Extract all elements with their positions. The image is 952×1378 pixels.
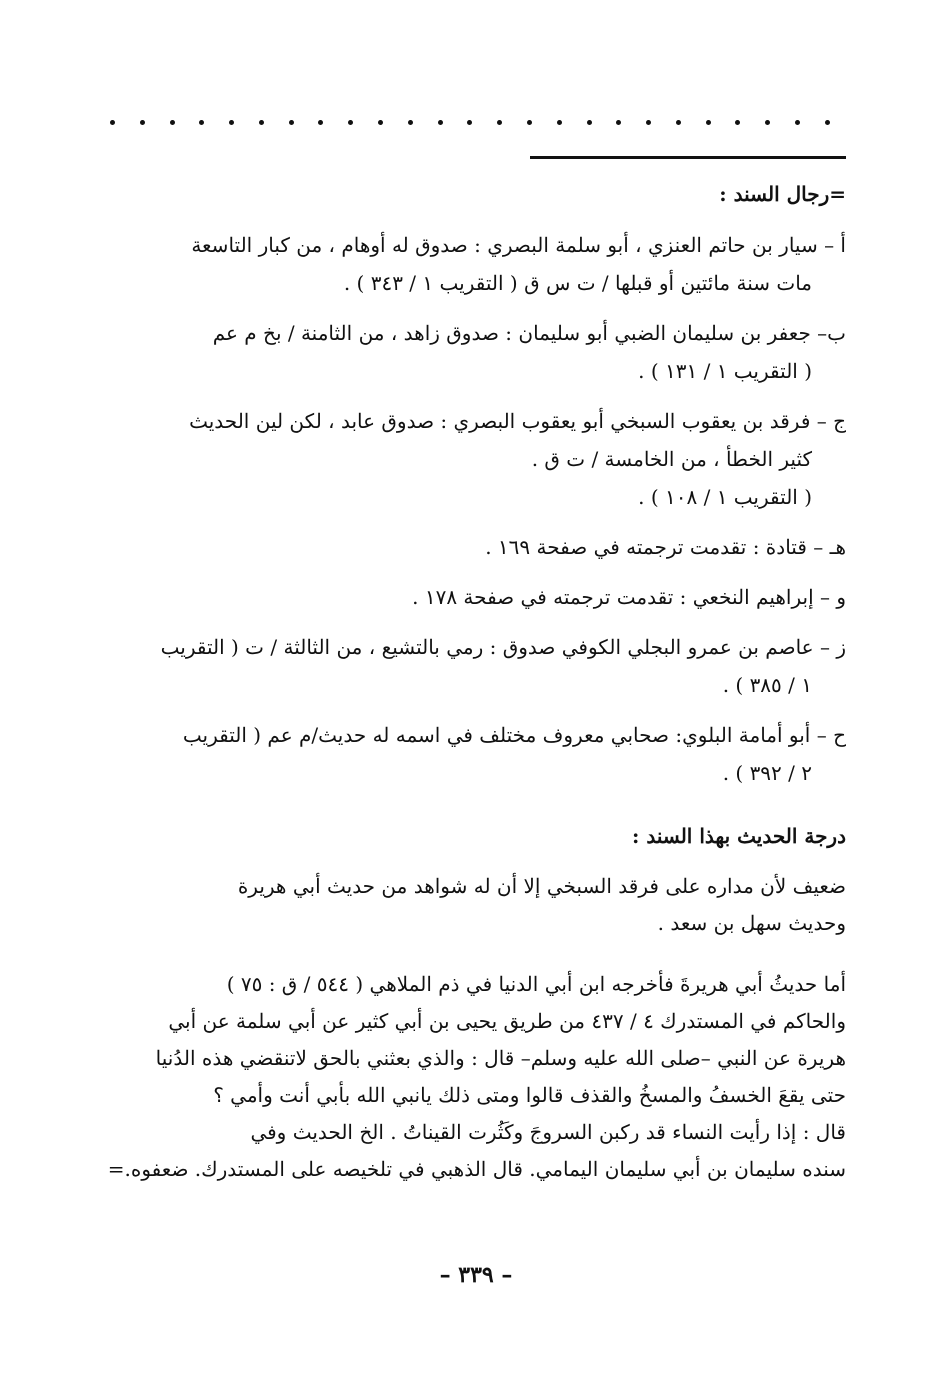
- text-line: ١ / ٣٨٥ ) .: [722, 673, 812, 697]
- text-line: حتى يقعَ الخسفُ والمسخُ والقذف قالوا ومتى ذلك يانبي الله بأبي أنت وأمي ؟: [213, 1083, 846, 1107]
- separator-dot: [289, 120, 294, 125]
- text-line: مات سنة مائتين أو قبلها / ت س ق ( التقريب ١ / ٣٤٣ ) .: [343, 271, 812, 295]
- separator-dot: [587, 120, 592, 125]
- separator-dot: [825, 120, 830, 125]
- text-line: هريرة عن النبي –صلى الله عليه وسلم– قال : والذي بعثني بالحق لاتنقضي هذه الدُنيا: [155, 1046, 846, 1070]
- separator-dot: [497, 120, 502, 125]
- separator-dot: [467, 120, 472, 125]
- separator-dot: [765, 120, 770, 125]
- separator-dot: [438, 120, 443, 125]
- narrator-entry-alif: [100, 226, 846, 302]
- narrator-entry-ha: [100, 528, 846, 566]
- separator-dot: [616, 120, 621, 125]
- separator-dot: [229, 120, 234, 125]
- hadith-paragraph: [100, 966, 846, 1188]
- separator-dot: [557, 120, 562, 125]
- text-line: هـ – قتادة : تقدمت ترجمته في صفحة ١٦٩ .: [485, 535, 846, 559]
- text-line: ح – أبو أمامة البلوي: صحابي معروف مختلف في اسمه له حديث/م عم ( التقريب: [182, 723, 846, 747]
- separator-dot: [408, 120, 413, 125]
- grade-paragraph: [100, 868, 846, 942]
- footnote-rule: [530, 156, 846, 159]
- narrator-entry-ba: [100, 314, 846, 390]
- grade-heading: درجة الحديث بهذا السند :: [631, 824, 846, 848]
- separator-dot: [348, 120, 353, 125]
- separator-dot: [646, 120, 651, 125]
- text-line: و – إبراهيم النخعي : تقدمت ترجمته في صفحة ١٧٨ .: [412, 585, 846, 609]
- text-line: ( التقريب ١ / ١٣١ ) .: [638, 359, 812, 383]
- text-line: ج – فرقد بن يعقوب السبخي أبو يعقوب البصري : صدوق عابد ، لكن لين الحديث: [189, 409, 846, 433]
- text-line: ب– جعفر بن سليمان الضبي أبو سليمان : صدوق زاهد ، من الثامنة / بخ م عم: [212, 321, 846, 345]
- text-line: قال : إذا رأيت النساء قد ركبن السروجَ وكَثُرت القيناتُ . الخ الحديث وفي: [250, 1120, 846, 1144]
- separator-dot: [170, 120, 175, 125]
- separator-dot: [140, 120, 145, 125]
- separator-dot: [259, 120, 264, 125]
- separator-dot: [706, 120, 711, 125]
- narrators-heading: =رجال السند :: [719, 182, 846, 206]
- text-line: ( التقريب ١ / ١٠٨ ) .: [638, 485, 812, 509]
- dotted-separator: [110, 112, 830, 132]
- narrator-entry-waw: [100, 578, 846, 616]
- text-line: كثير الخطأ ، من الخامسة / ت ق .: [531, 447, 812, 471]
- separator-dot: [378, 120, 383, 125]
- page-content: [100, 172, 846, 1202]
- text-line: ٢ / ٣٩٢ ) .: [722, 761, 812, 785]
- separator-dot: [318, 120, 323, 125]
- narrator-entry-jim: [100, 402, 846, 516]
- separator-dot: [199, 120, 204, 125]
- separator-dot: [795, 120, 800, 125]
- text-line: ضعيف لأن مداره على فرقد السبخي إلا أن له شواهد من حديث أبي هريرة: [237, 874, 846, 898]
- separator-dot: [527, 120, 532, 125]
- separator-dot: [735, 120, 740, 125]
- text-line: سنده سليمان بن أبي سليمان اليمامي. قال الذهبي في تلخيصه على المستدرك. ضعفوه.=: [107, 1157, 846, 1181]
- text-line: ز – عاصم بن عمرو البجلي الكوفي صدوق : رمي بالتشيع ، من الثالثة / ت ( التقريب: [160, 635, 846, 659]
- text-line: والحاكم في المستدرك ٤ / ٤٣٧ من طريق يحيى بن أبي كثير عن أبي سلمة عن أبي: [168, 1009, 846, 1033]
- narrator-entry-zay: [100, 628, 846, 704]
- text-line: أ – سيار بن حاتم العنزي ، أبو سلمة البصري : صدوق له أوهام ، من كبار التاسعة: [191, 233, 846, 257]
- text-line: أما حديثُ أبي هريرةَ فأخرجه ابن أبي الدنيا في ذم الملاهي ( ٥٤٤ / ق : ٧٥ ): [226, 972, 846, 996]
- page-number: – ٣٣٩ –: [439, 1262, 513, 1288]
- text-line: وحديث سهل بن سعد .: [657, 911, 846, 935]
- separator-dot: [676, 120, 681, 125]
- separator-dot: [110, 120, 115, 125]
- narrator-entry-ha2: [100, 716, 846, 792]
